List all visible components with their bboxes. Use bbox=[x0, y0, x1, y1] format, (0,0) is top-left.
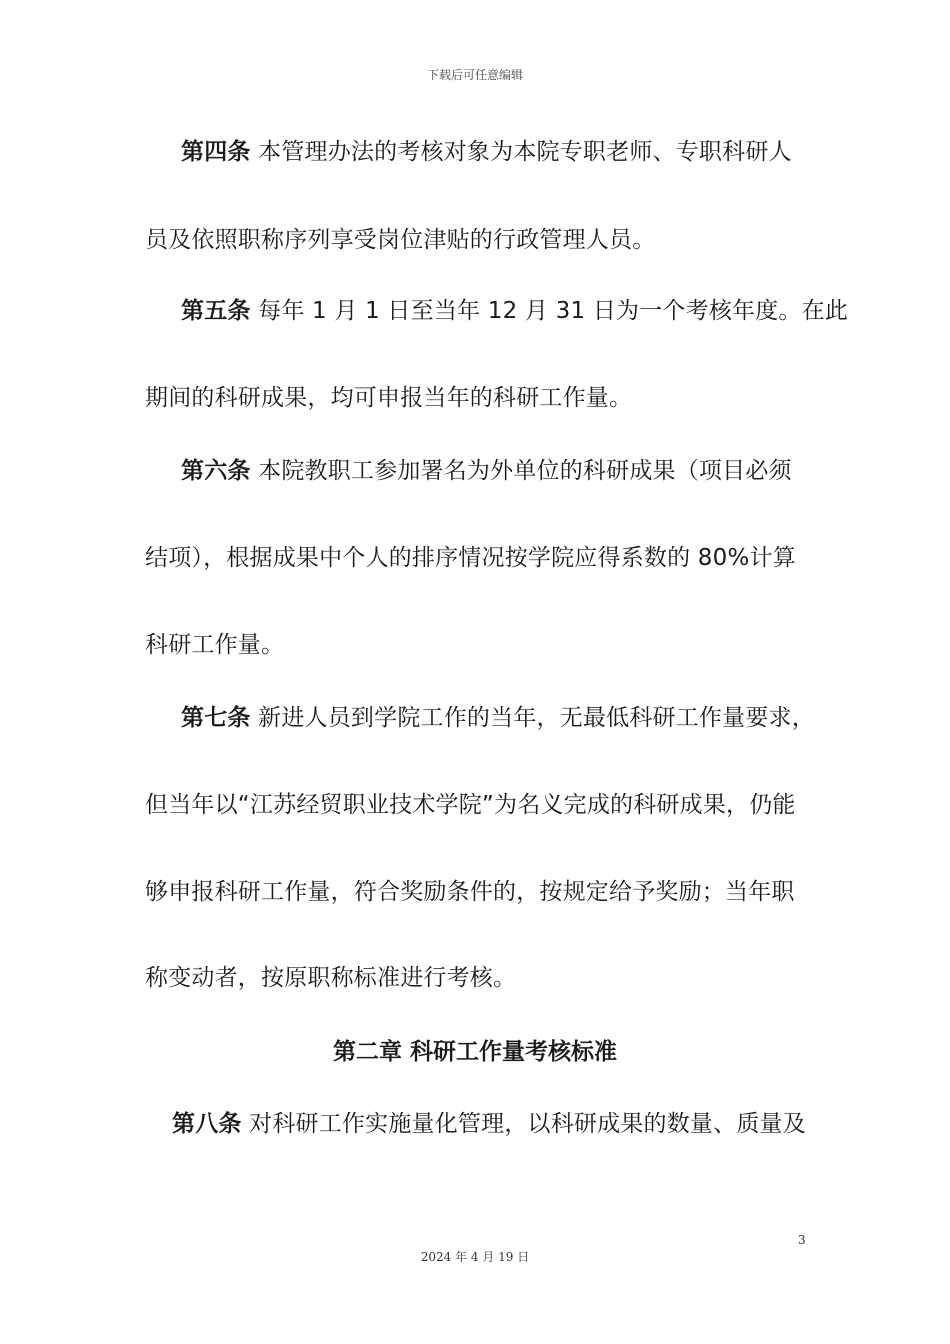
article-7-text-4: 称变动者，按原职称标准进行考核。 bbox=[145, 965, 517, 991]
article-5-text-1: 每年 1 月 1 日至当年 12 月 31 日为一个考核年度。在此 bbox=[258, 298, 849, 324]
article-8-title: 第八条 bbox=[172, 1111, 242, 1137]
article-5-title: 第五条 bbox=[181, 298, 251, 324]
page-number: 3 bbox=[798, 1233, 806, 1247]
article-4-title: 第四条 bbox=[181, 139, 251, 165]
article-7-text-2: 但当年以“江苏经贸职业技术学院”为名义完成的科研成果，仍能 bbox=[145, 792, 796, 818]
chapter-2-heading: 第二章 科研工作量考核标准 bbox=[332, 1039, 617, 1065]
article-6-text-2: 结项），根据成果中个人的排序情况按学院应得系数的 80%计算 bbox=[145, 545, 796, 571]
article-4-text-2: 员及依照职称序列享受岗位津贴的行政管理人员。 bbox=[145, 227, 656, 253]
article-4-text-1: 本管理办法的考核对象为本院专职老师、专职科研人 bbox=[258, 139, 792, 165]
article-7-text-3: 够申报科研工作量，符合奖励条件的，按规定给予奖励；当年职 bbox=[145, 879, 795, 905]
article-6-first-line bbox=[181, 456, 792, 486]
article-8-first-line bbox=[172, 1109, 806, 1139]
article-6-title: 第六条 bbox=[181, 458, 251, 484]
footer-date: 2024 年 4 月 19 日 bbox=[420, 1250, 530, 1264]
header-note: 下载后可任意编辑 bbox=[426, 68, 523, 82]
article-8-text-1: 对科研工作实施量化管理，以科研成果的数量、质量及 bbox=[249, 1111, 806, 1137]
article-6-text-1: 本院教职工参加署名为外单位的科研成果（项目必须 bbox=[258, 458, 792, 484]
article-6-text-3: 科研工作量。 bbox=[145, 632, 285, 658]
article-7-title: 第七条 bbox=[181, 705, 251, 731]
article-5-first-line bbox=[181, 296, 848, 326]
article-5-text-2: 期间的科研成果，均可申报当年的科研工作量。 bbox=[145, 385, 633, 411]
article-4-first-line bbox=[181, 137, 792, 167]
article-7-first-line bbox=[181, 703, 815, 733]
article-7-text-1: 新进人员到学院工作的当年，无最低科研工作量要求， bbox=[258, 705, 815, 731]
